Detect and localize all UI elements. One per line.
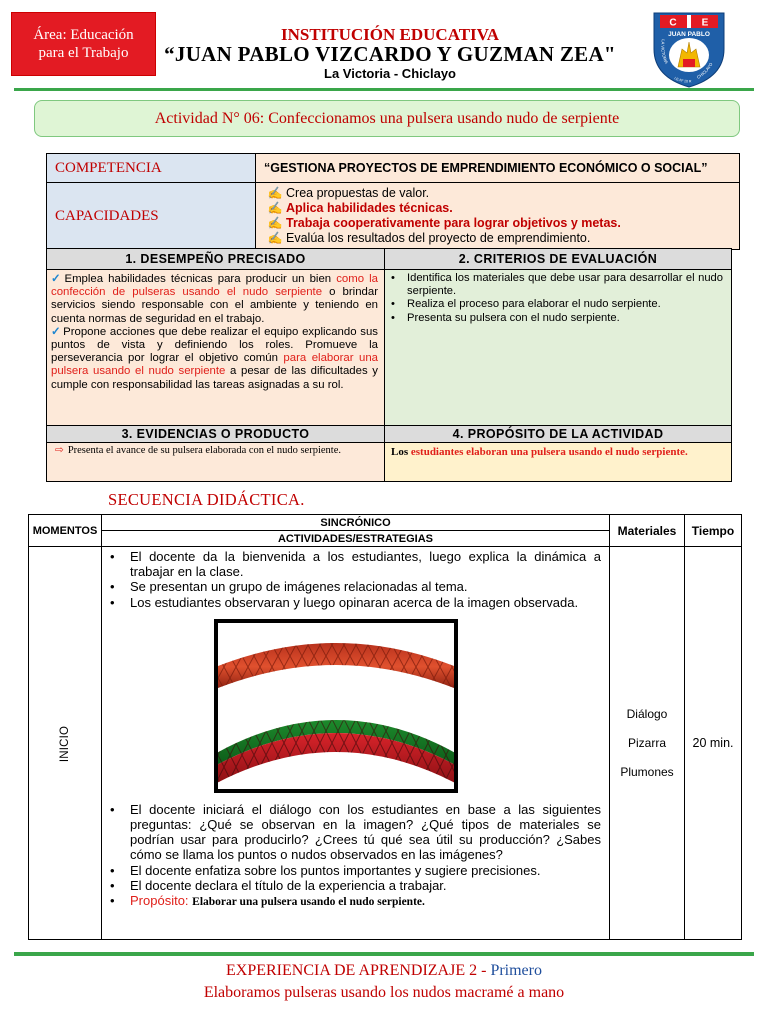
col-sincronico: SINCRÓNICO — [102, 515, 610, 531]
bracelet-photo — [218, 623, 454, 789]
activity-item: • El docente da la bienvenida a los estudiantes, luego explica la dinámica a trabajar en la clase. — [106, 549, 601, 579]
writing-hand-icon: ✍ — [267, 186, 283, 200]
school-location: La Victoria - Chiclayo — [324, 66, 456, 81]
evidencias-heading: 3. EVIDENCIAS O PRODUCTO — [47, 426, 385, 443]
proposito-text: Los estudiantes elaboran una pulsera usando el nudo serpiente. — [391, 446, 688, 458]
evidencias-text: ⇨ Presenta el avance de su pulsera elaborada con el nudo serpiente. — [55, 445, 341, 456]
proposito-content — [385, 443, 732, 482]
logo-bottom-arc: I.E.Nº 10 R — [673, 76, 692, 84]
material-item: Diálogo — [626, 706, 668, 721]
logo-letter-c: C — [669, 17, 677, 29]
logo-right-arc: CHICLAYO — [695, 61, 714, 80]
desempeno-content — [47, 270, 385, 426]
logo-left-arc: LA VICTORIA — [660, 38, 670, 65]
area-line-1: Área: Educación — [33, 27, 134, 43]
activities-cell — [102, 547, 610, 940]
proposito-heading: 4. PROPÓSITO DE LA ACTIVIDAD — [385, 426, 732, 443]
capacidades-label: CAPACIDADES — [47, 183, 256, 250]
moment-label: INICIO — [59, 725, 71, 763]
logo-name: JUAN PABLO — [668, 31, 710, 38]
activities-list-before — [106, 549, 601, 610]
school-logo — [650, 9, 728, 89]
footer-subtitle: Elaboramos pulseras usando los nudos macramé a mano — [203, 984, 565, 1001]
col-actividades: ACTIVIDADES/ESTRATEGIAS — [102, 531, 610, 547]
bracelet-image — [214, 619, 458, 793]
header-divider — [14, 88, 754, 91]
activity-title: Actividad N° 06: Confeccionamos una pulsera usando nudo de serpiente — [34, 100, 740, 137]
activities-list-after — [106, 802, 601, 910]
desempeno-text: ✓ Emplea habilidades técnicas para producir un bien como la confección de pulseras usando el nudo serpiente o brindar servicios siendo responsable con el ambiente y teniendo en cuenta normas de seguridad en el trabajo. ✓ Propone acciones que debe realizar el equipo explicando sus puntos de vista y definiendo los roles. Promueve la perseverancia por lograr el objetivo común para elaborar una pulsera usando el nudo serpiente a pesar de las dificultades y cumple con responsabilidad las tareas asignadas a su rol. — [51, 273, 379, 391]
criterio-item: • Identifica los materiales que debe usar para desarrollar el nudo serpiente. — [389, 272, 723, 298]
writing-hand-icon: ✍ — [267, 231, 283, 245]
proposito-label: Propósito: — [130, 893, 189, 909]
criterio-item: • Realiza el proceso para elaborar el nudo serpiente. — [389, 298, 723, 311]
desempeno-table — [46, 248, 732, 482]
activity-proposito — [106, 893, 601, 910]
writing-hand-icon: ✍ — [267, 201, 283, 215]
area-badge — [11, 12, 156, 76]
activity-item: • El docente iniciará el diálogo con los estudiantes en base a las siguientes preguntas: ¿Qué se observan en la imagen? ¿Qué tipos de materiales se podrían usar para producirlo? ¿Crees tú qué sea útil su producción? ¿Sabes cómo se llama los puntos o nudos observados en las imágenes? — [106, 802, 601, 863]
desempeno-heading: 1. DESEMPEÑO PRECISADO — [47, 249, 385, 270]
capacidades-list — [256, 183, 740, 250]
material-item: Plumones — [620, 764, 674, 779]
school-name: “JUAN PABLO VIZCARDO Y GUZMAN ZEA" — [164, 42, 616, 66]
area-line-2: para el Trabajo — [38, 45, 129, 61]
activity-item: • El docente enfatiza sobre los puntos importantes y sugiere precisiones. — [106, 863, 601, 878]
writing-hand-icon: ✍ — [267, 216, 283, 230]
arrow-right-icon: ⇨ — [55, 445, 64, 456]
footer-divider — [14, 952, 754, 956]
criterios-content — [385, 270, 732, 426]
material-item: Pizarra — [627, 735, 666, 750]
activity-item: • Los estudiantes observaran y luego opinaran acerca de la imagen observada. — [106, 595, 601, 610]
col-tiempo: Tiempo — [685, 515, 742, 547]
col-momentos: MOMENTOS — [29, 515, 102, 547]
evidencias-content — [47, 443, 385, 482]
checkmark-icon: ✓ — [51, 325, 62, 338]
capacidad-item: ✍ Crea propuestas de valor. — [264, 186, 731, 201]
capacidad-item: ✍ Evalúa los resultados del proyecto de emprendimiento. — [264, 231, 731, 246]
secuencia-title: SECUENCIA DIDÁCTICA. — [108, 490, 305, 509]
institution-label: INSTITUCIÓN EDUCATIVA — [280, 25, 500, 44]
activity-item: • Se presentan un grupo de imágenes relacionadas al tema. — [106, 579, 601, 594]
competencia-table — [46, 153, 740, 250]
footer-experience: EXPERIENCIA DE APRENDIZAJE 2 - Primero — [226, 962, 542, 979]
competencia-text: “GESTIONA PROYECTOS DE EMPRENDIMIENTO ECONÓMICO O SOCIAL” — [256, 154, 740, 183]
logo-letter-e: E — [701, 17, 709, 29]
capacidad-item: ✍ Aplica habilidades técnicas. — [264, 201, 731, 216]
secuencia-table — [28, 514, 742, 940]
criterio-item: • Presenta su pulsera con el nudo serpiente. — [389, 312, 723, 325]
competencia-label: COMPETENCIA — [47, 154, 256, 183]
checkmark-icon: ✓ — [51, 273, 63, 285]
moment-cell — [29, 547, 102, 940]
col-materiales: Materiales — [610, 515, 685, 547]
criterios-heading: 2. CRITERIOS DE EVALUACIÓN — [385, 249, 732, 270]
criterios-list — [385, 270, 731, 327]
tiempo-cell: 20 min. — [685, 547, 742, 940]
footer-grade: Primero — [490, 962, 542, 979]
materiales-cell — [610, 547, 685, 940]
proposito-strong: Elaborar una pulsera usando el nudo serpiente. — [192, 896, 425, 909]
capacidad-item: ✍ Trabaja cooperativamente para lograr objetivos y metas. — [264, 216, 731, 231]
activity-item: • El docente declara el título de la experiencia a trabajar. — [106, 878, 601, 893]
